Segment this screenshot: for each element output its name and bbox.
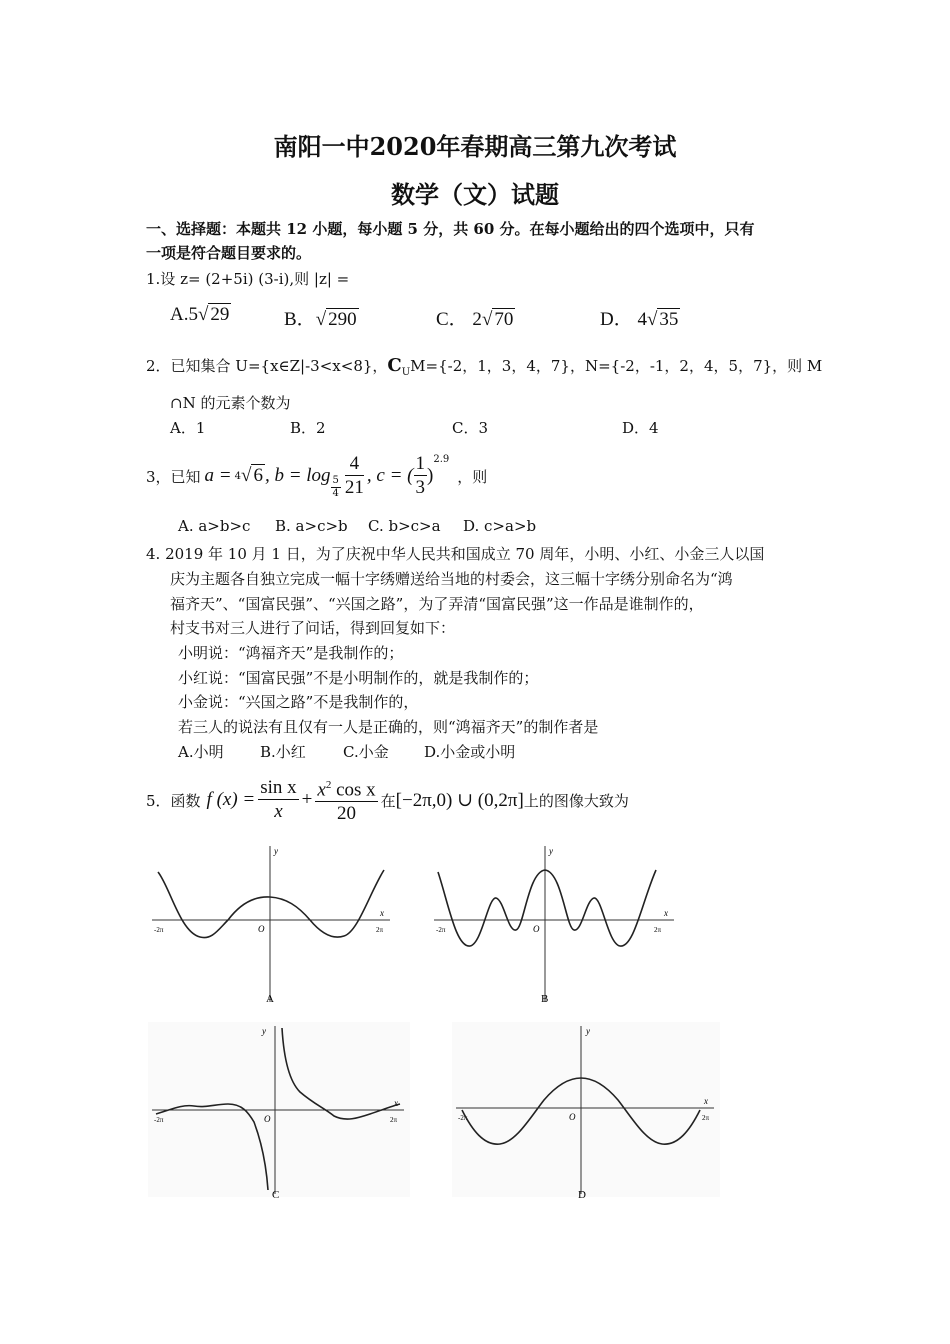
q4-option-b: B.小红 bbox=[260, 743, 306, 761]
tick-neg2pi: -2π bbox=[436, 926, 446, 934]
q1-option-d: D． 4√ 35 bbox=[600, 309, 679, 330]
y-axis-label: y bbox=[586, 1026, 590, 1036]
x-axis-label: x bbox=[380, 908, 384, 918]
q2-option-d: D．4 bbox=[622, 419, 659, 437]
q1-option-a: A.5√ 29 bbox=[170, 304, 230, 325]
curve-b bbox=[438, 870, 656, 946]
q4-line-3: 福齐天”、“国富民强”、“兴国之路”，为了弄清“国富民强”这一作品是谁制作的， bbox=[170, 595, 704, 613]
graph-d-background bbox=[452, 1022, 720, 1197]
q2-option-b: B．2 bbox=[290, 419, 326, 437]
x-axis-label: x bbox=[664, 908, 668, 918]
q2-stem-line2: ∩N 的元素个数为 bbox=[170, 394, 291, 412]
origin-label: O bbox=[533, 924, 540, 934]
q2-option-a: A．1 bbox=[170, 419, 206, 437]
y-axis-label: y bbox=[262, 1026, 266, 1036]
q4-option-d: D.小金或小明 bbox=[424, 743, 516, 761]
q4-line-5: 小明说：“鸿福齐天”是我制作的； bbox=[178, 644, 404, 662]
section-heading-line1: 一、选择题：本题共 12 小题，每小题 5 分，共 60 分。在每小题给出的四个选项中，只有 bbox=[146, 220, 755, 238]
graph-c bbox=[148, 1022, 410, 1202]
origin-label: O bbox=[569, 1112, 576, 1122]
q3-option-b: B. a>c>b bbox=[275, 517, 348, 535]
q2-option-c: C．3 bbox=[452, 419, 489, 437]
tick-2pi: 2π bbox=[654, 926, 662, 934]
graph-a-label: A bbox=[266, 993, 274, 1005]
q3-stem: 3，已知 a = 4 √ 6 , b = log $\frac{5}{4}$ $\frac{4}{21}$ , c = ( $\frac{1}{3}$ ) 2.9 ，则 bbox=[146, 452, 488, 499]
q1-stem: 1.设 z= (2+5i) (3-i),则 |z| = bbox=[146, 270, 350, 288]
complement-symbol: C bbox=[387, 355, 402, 376]
y-axis-label: y bbox=[274, 846, 278, 856]
tick-neg2pi: -2π bbox=[154, 926, 164, 934]
q3-option-a: A. a>b>c bbox=[178, 517, 251, 535]
q4-option-a: A.小明 bbox=[178, 743, 224, 761]
q4-line-4: 村支书对三人进行了问话，得到回复如下： bbox=[170, 619, 456, 637]
graph-c-label: C bbox=[272, 1189, 280, 1201]
q4-line-7: 小金说：“兴国之路”不是我制作的， bbox=[178, 693, 419, 711]
graph-d-label: D bbox=[578, 1189, 586, 1201]
graph-b-label: B bbox=[541, 993, 549, 1005]
q4-line-8: 若三人的说法有且仅有一人是正确的，则“鸿福齐天”的制作者是 bbox=[178, 718, 599, 736]
graph-d bbox=[452, 1022, 720, 1202]
tick-2pi: 2π bbox=[376, 926, 384, 934]
q4-line-1: 4. 2019 年 10 月 1 日，为了庆祝中华人民共和国成立 70 周年，小明、小红、小金三人以国 bbox=[146, 545, 765, 563]
section-heading-line2: 一项是符合题目要求的。 bbox=[146, 244, 312, 262]
graph-a bbox=[148, 842, 398, 1007]
q4-line-6: 小红说：“国富民强”不是小明制作的，就是我制作的； bbox=[178, 669, 539, 687]
x-axis-label: x bbox=[704, 1096, 708, 1106]
origin-label: O bbox=[258, 924, 265, 934]
tick-2pi: 2π bbox=[390, 1116, 398, 1124]
tick-neg2pi: -2π bbox=[458, 1114, 468, 1122]
q3-option-d: D. c>a>b bbox=[463, 517, 537, 535]
exam-title: 南阳一中2020年春期高三第九次考试 bbox=[273, 132, 677, 161]
q3-option-c: C. b>c>a bbox=[368, 517, 441, 535]
graph-b bbox=[430, 842, 680, 1007]
q4-option-c: C.小金 bbox=[343, 743, 389, 761]
q1-option-b: B．√ 290 bbox=[284, 309, 357, 330]
q5-stem: 5．函数 f (x) = $\frac{\text{sin x}}{x}$ + $\frac{x^2 \cos x}{20}$ 在 [−2π,0) ∪ (0,2π] 上的图像大致为 bbox=[146, 772, 629, 828]
tick-neg2pi: -2π bbox=[154, 1116, 164, 1124]
subject-title: 数学（文）试题 bbox=[391, 180, 559, 209]
x-axis-label: x bbox=[394, 1098, 398, 1108]
curve-a bbox=[158, 870, 384, 938]
origin-label: O bbox=[264, 1114, 271, 1124]
q2-stem: 2．已知集合 U={x∈Z|-3<x<8}，$C_UM=\{-2$，1，3，4，7}，N={-2，-1，2，4，5，7}，则 M bbox=[146, 355, 823, 378]
y-axis-label: y bbox=[549, 846, 553, 856]
tick-2pi: 2π bbox=[702, 1114, 710, 1122]
q1-option-c: C． 2√ 70 bbox=[436, 309, 514, 330]
q4-line-2: 庆为主题各自独立完成一幅十字绣赠送给当地的村委会，这三幅十字绣分别命名为“鸿 bbox=[170, 570, 733, 588]
